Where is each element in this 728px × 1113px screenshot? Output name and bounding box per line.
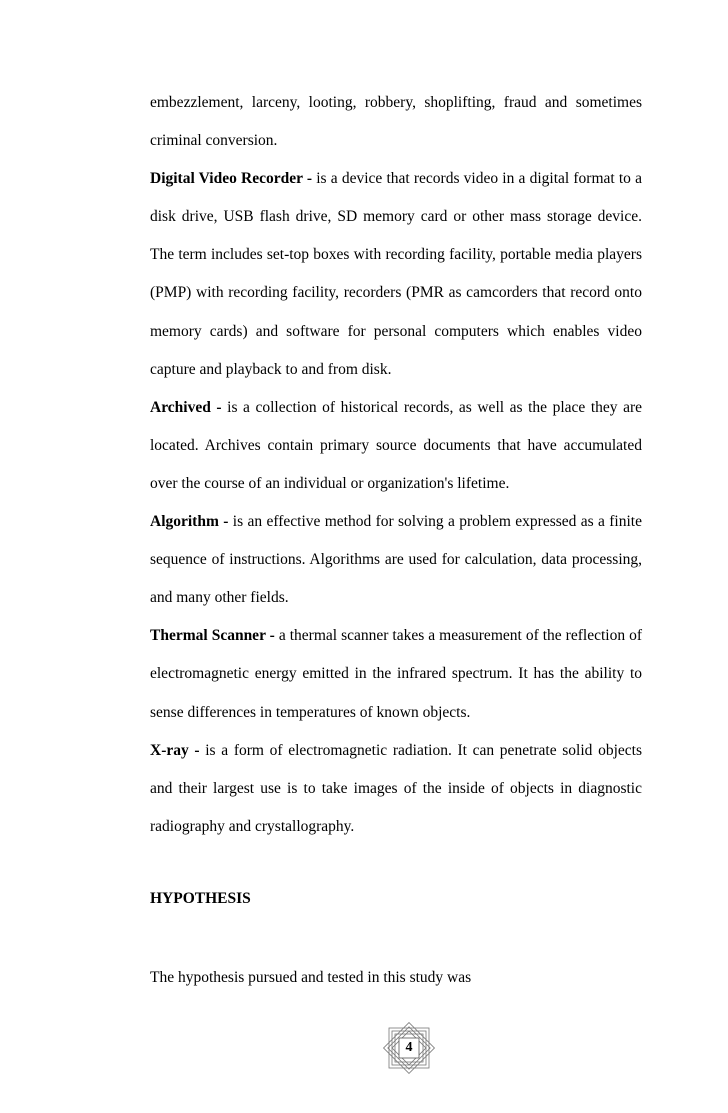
definition-archived [150,389,642,503]
page-number-badge [377,1016,441,1080]
term-label: X-ray - [150,741,200,759]
definition-text: is a form of electromagnetic radiation. It can penetrate solid objects and their largest use is to take images of the inside of objects in diagnostic radiography and crystallography. [150,741,642,835]
definitions-body [150,84,642,846]
term-label: Thermal Scanner - [150,627,275,645]
definition-thermal-scanner [150,617,642,731]
section-heading: HYPOTHESIS [150,890,251,907]
term-label: Algorithm - [150,513,229,531]
continuation-paragraph: embezzlement, larceny, looting, robbery, shoplifting, fraud and sometimes criminal conversion. [150,94,642,150]
term-label: Digital Video Recorder - [150,170,313,188]
definition-text: is a collection of historical records, as well as the place they are located. Archives contain primary source documents that have accumulated over the course of an individual or organization's lifetime. [150,398,642,492]
page-number: 4 [405,1040,413,1055]
definition-text: is an effective method for solving a problem expressed as a finite sequence of instructions. Algorithms are used for calculation, data processing, and many other fields. [150,513,642,607]
definition-text: is a device that records video in a digital format to a disk drive, USB flash drive, SD memory card or other mass storage device. The term includes set-top boxes with recording facility, portable media players (PMP) with recording facility, recorders (PMR as camcorders that record onto memory cards) and software for personal computers which enables video capture and playback to and from disk. [150,170,642,378]
definition-dvr [150,160,642,389]
definition-text: a thermal scanner takes a measurement of the reflection of electromagnetic energy emitted in the infrared spectrum. It has the ability to sense differences in temperatures of known objects. [150,627,642,721]
definition-algorithm [150,503,642,617]
term-label: Archived - [150,398,222,416]
definition-x-ray [150,732,642,846]
section-intro: The hypothesis pursued and tested in this study was [150,969,472,986]
